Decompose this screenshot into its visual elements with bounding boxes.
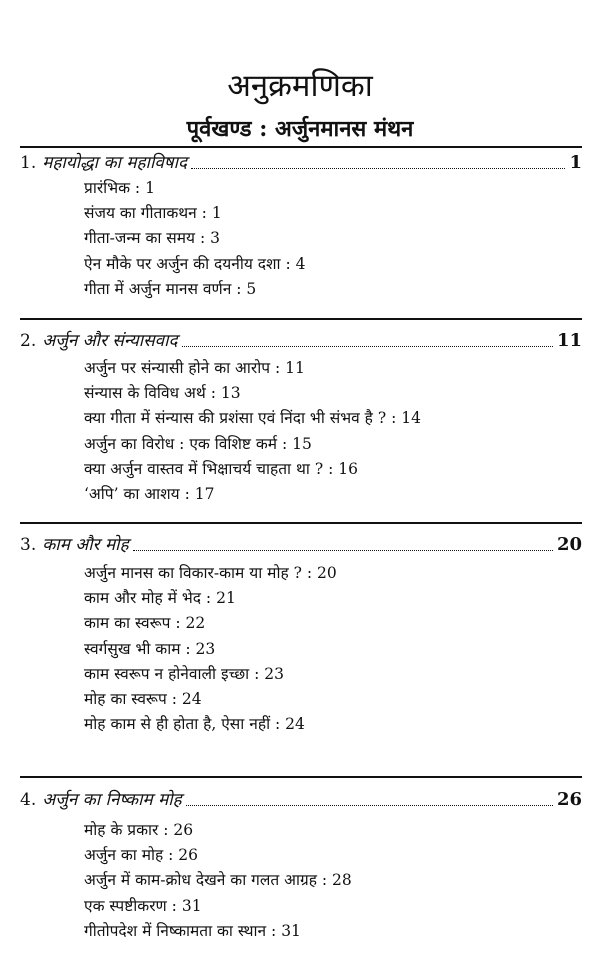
list-item: संन्यास के विविध अर्थ : 13	[84, 384, 241, 403]
chapter-page-number: 11	[556, 330, 582, 351]
list-item: अर्जुन में काम-क्रोध देखने का गलत आग्रह : 28	[84, 871, 352, 890]
chapter-title: अर्जुन और संन्यासवाद	[42, 331, 178, 351]
chapter-number: 2.	[20, 331, 37, 351]
chapter-page-number: 1	[569, 152, 582, 173]
chapter-number: 1.	[20, 153, 37, 173]
list-item: गीता में अर्जुन मानस वर्णन : 5	[84, 279, 257, 298]
chapter-4-items	[84, 818, 584, 944]
list-item: क्या गीता में संन्यास की प्रशंसा एवं निंदा भी संभव है ? : 14	[84, 409, 421, 428]
list-item: अर्जुन का मोह : 26	[84, 846, 199, 865]
dot-leader	[133, 550, 553, 551]
list-item: काम का स्वरूप : 22	[84, 614, 206, 633]
list-item: गीतोपदेश में निष्कामता का स्थान : 31	[84, 921, 301, 940]
chapter-2-items	[84, 356, 584, 507]
divider-rule	[20, 522, 582, 524]
list-item: ऐन मौके पर अर्जुन की दयनीय दशा : 4	[84, 254, 306, 273]
chapter-title: काम और मोह	[42, 535, 129, 555]
chapter-3-items	[84, 561, 584, 737]
list-item: काम स्वरूप न होनेवाली इच्छा : 23	[84, 664, 284, 683]
list-item: मोह के प्रकार : 26	[84, 821, 194, 839]
divider-rule	[20, 776, 582, 778]
list-item: क्या अर्जुन वास्तव में भिक्षाचर्य चाहता था ? : 16	[84, 459, 358, 478]
list-item: अर्जुन पर संन्यासी होने का आरोप : 11	[84, 359, 305, 377]
chapter-page-number: 26	[556, 789, 582, 810]
list-item: स्वर्गसुख भी काम : 23	[84, 639, 216, 658]
dot-leader	[186, 805, 553, 806]
list-item: प्रारंभिक : 1	[84, 179, 155, 197]
chapter-2-heading	[20, 326, 582, 352]
section-subtitle: पूर्वखण्ड : अर्जुनमानस मंथन	[186, 116, 414, 142]
chapter-4-heading	[20, 785, 582, 811]
chapter-number: 4.	[20, 790, 37, 810]
page-title: अनुक्रमणिका	[227, 68, 373, 104]
list-item: एक स्पष्टीकरण : 31	[84, 896, 202, 915]
list-item: काम और मोह में भेद : 21	[84, 589, 236, 608]
list-item: मोह का स्वरूप : 24	[84, 689, 202, 708]
chapter-title: महायोद्धा का महाविषाद	[42, 153, 188, 173]
list-item: मोह काम से ही होता है, ऐसा नहीं : 24	[84, 715, 305, 734]
list-item: संजय का गीताकथन : 1	[84, 204, 222, 223]
dot-leader	[182, 346, 553, 347]
chapter-1-heading	[20, 148, 582, 174]
dot-leader	[191, 168, 565, 169]
divider-rule	[20, 318, 582, 320]
list-item: अर्जुन का विरोध : एक विशिष्ट कर्म : 15	[84, 434, 312, 453]
chapter-title: अर्जुन का निष्काम मोह	[42, 790, 182, 810]
chapter-1-items	[84, 176, 584, 302]
chapter-page-number: 20	[556, 534, 582, 555]
list-item: ‘अपि’ का आशय : 17	[84, 484, 215, 503]
list-item: अर्जुन मानस का विकार-काम या मोह ? : 20	[84, 564, 337, 582]
chapter-number: 3.	[20, 535, 37, 555]
list-item: गीता-जन्म का समय : 3	[84, 229, 220, 248]
chapter-3-heading	[20, 530, 582, 556]
